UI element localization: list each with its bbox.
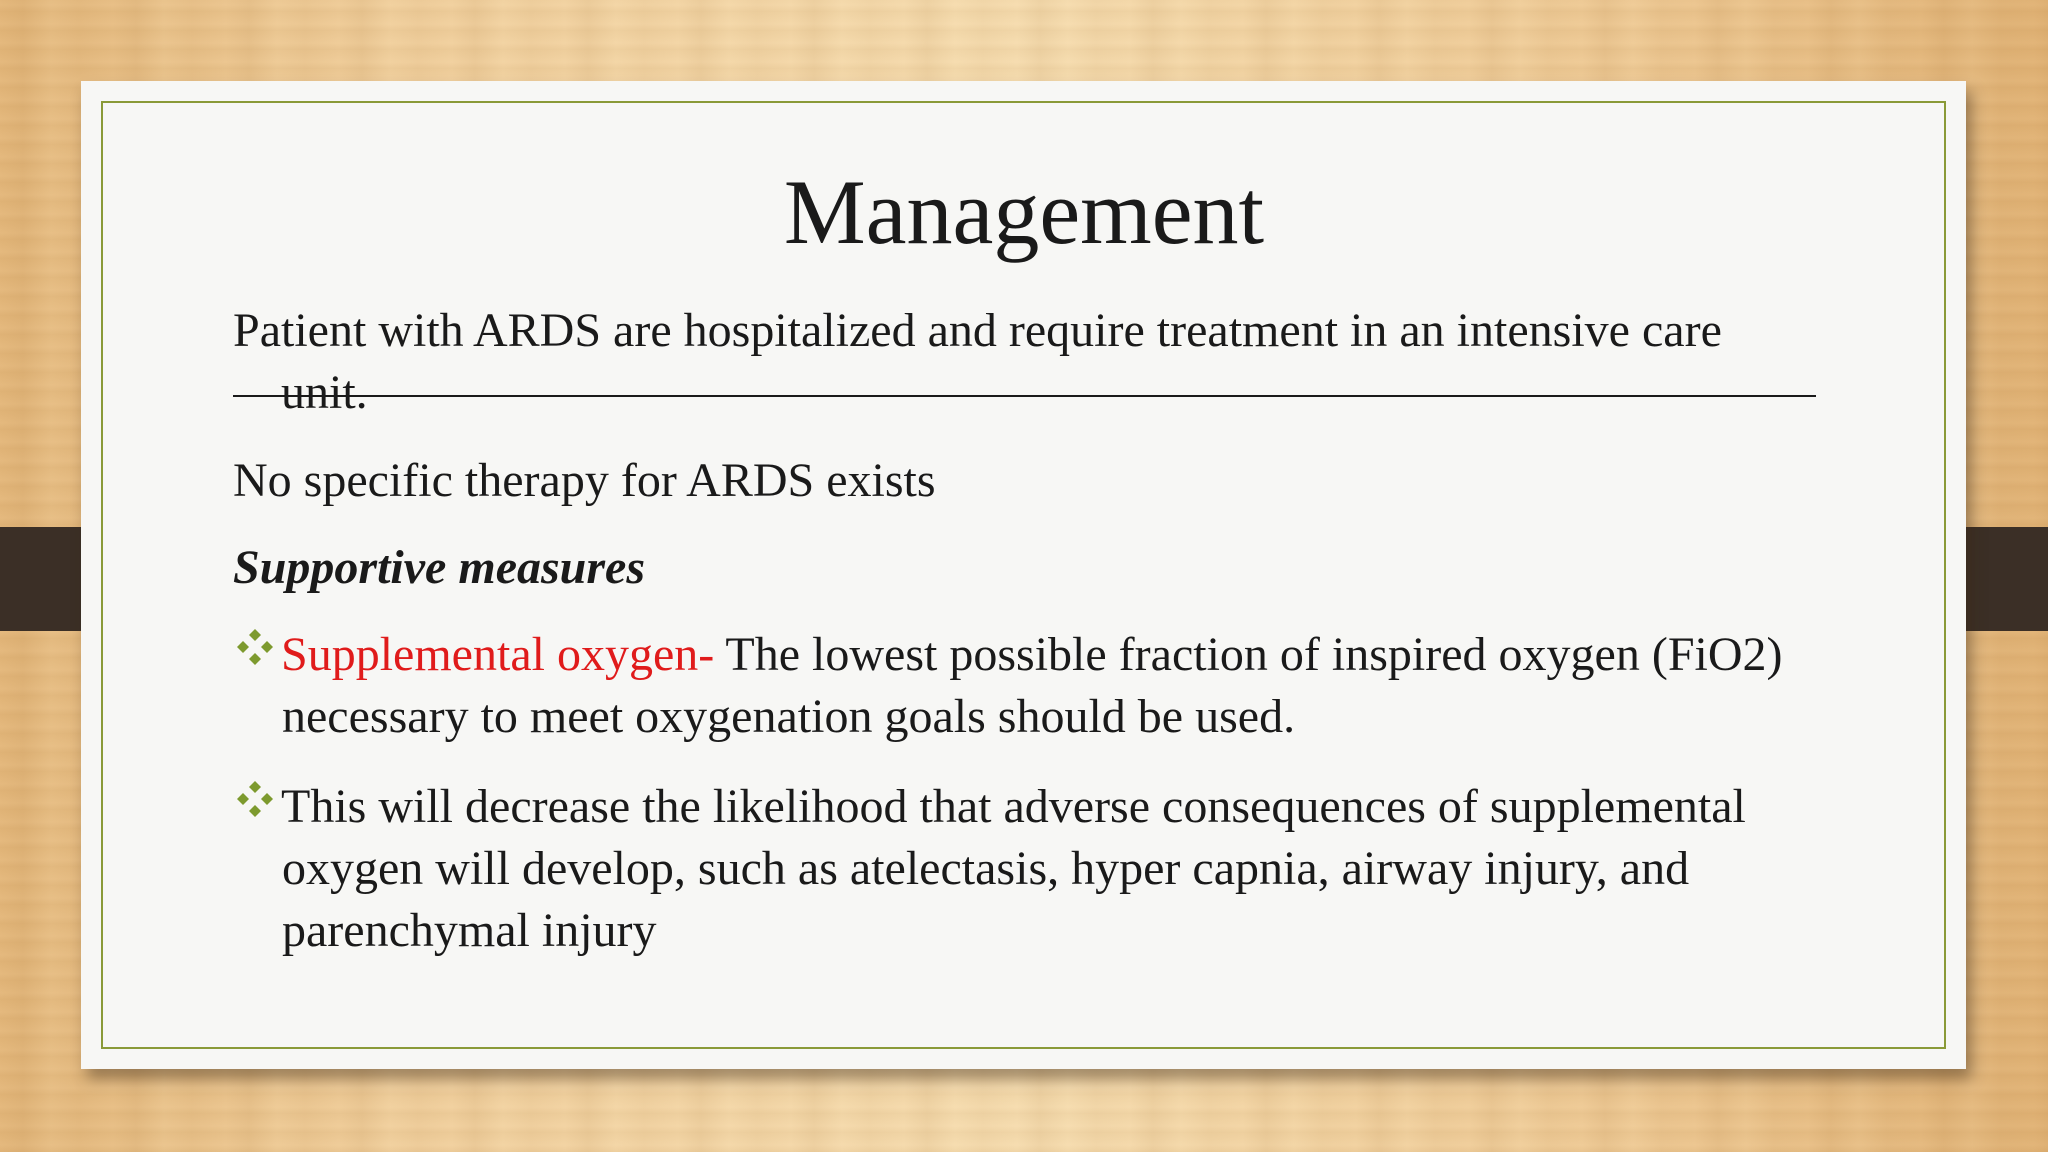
bullet-text-continuation: parenchymal injury [282,904,657,957]
four-diamond-bullet-icon [233,777,277,821]
paragraph-hospitalized-continuation: unit. [281,366,368,419]
paragraph-hospitalized: Patient with ARDS are hospitalized and require treatment in an intensive care [233,304,1722,357]
bullet-text-continuation: oxygen will develop, such as atelectasis, hyper capnia, airway injury, and [282,842,1690,895]
bullet-highlight-label: Supplemental oxygen- [281,628,715,681]
bullet-item-decrease-likelihood [233,776,1843,962]
slide-title: Management [783,161,1265,263]
bullet-text-continuation: necessary to meet oxygenation goals should be used. [282,690,1296,743]
bullet-text-line: This will decrease the likelihood that adverse consequences of supplemental [281,780,1746,833]
bullet-item-supplemental-oxygen [233,624,1843,748]
subheading-supportive-measures: Supportive measures [233,541,646,594]
bullet-text-line: The lowest possible fraction of inspired oxygen (FiO2) [714,628,1783,681]
paragraph-no-therapy: No specific therapy for ARDS exists [233,454,936,507]
four-diamond-bullet-icon [233,625,277,669]
strike-line [233,395,1816,397]
